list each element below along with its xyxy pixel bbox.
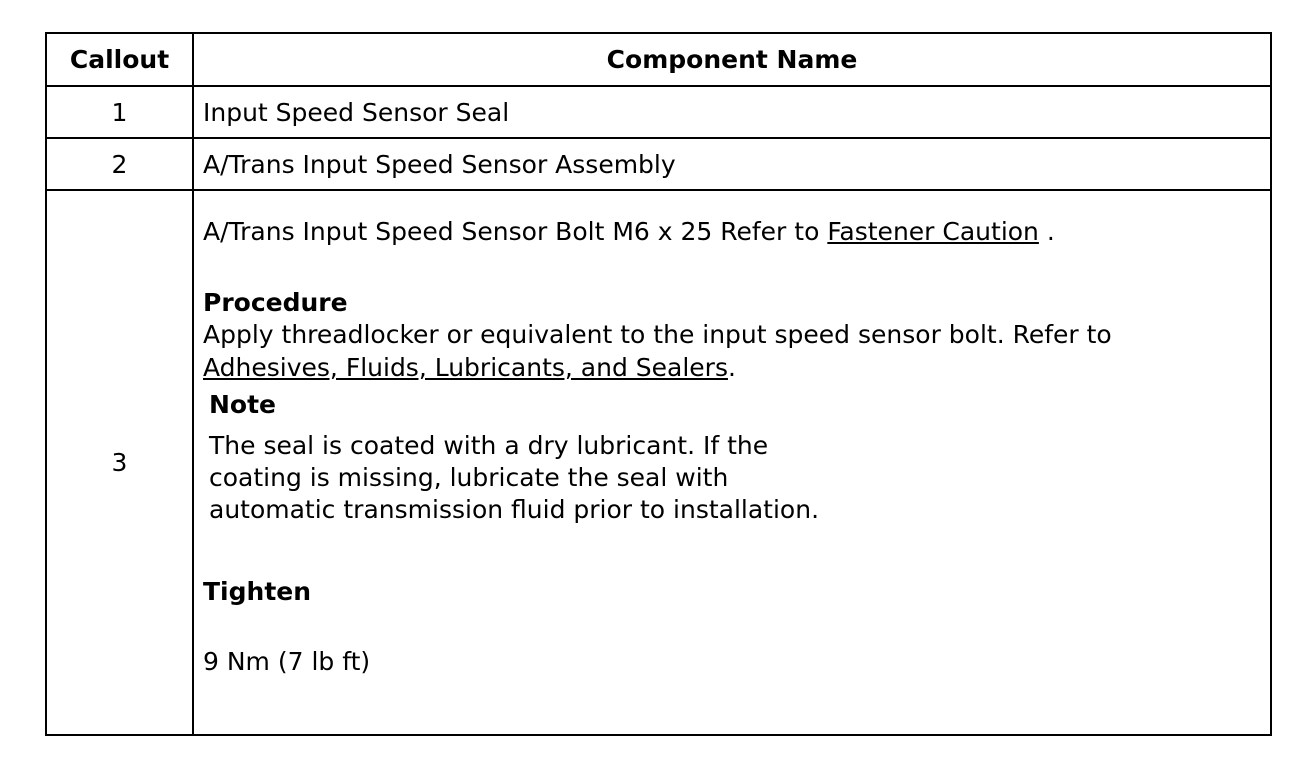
- procedure-instruction: Apply threadlocker or equivalent to the input speed sensor bolt. Refer to: [203, 320, 1112, 349]
- component-name-cell: A/Trans Input Speed Sensor Assembly: [193, 138, 1271, 190]
- callout-cell: 1: [46, 86, 193, 138]
- component-name-header: Component Name: [193, 33, 1271, 86]
- note-block: [209, 384, 1270, 526]
- callout-header: Callout: [46, 33, 193, 86]
- procedure-heading: Procedure: [203, 288, 348, 317]
- note-text: The seal is coated with a dry lubricant. If the coating is missing, lubricate the seal with automatic transmission fluid prior to installation.: [209, 431, 820, 524]
- procedure-period: .: [727, 353, 736, 382]
- header-row: [46, 33, 1271, 86]
- table-row: [46, 138, 1271, 190]
- tighten-heading: Tighten: [203, 577, 312, 606]
- table-row: [46, 190, 1271, 735]
- table-row: [46, 86, 1271, 138]
- component-name-cell: Input Speed Sensor Seal: [193, 86, 1271, 138]
- bolt-description: [203, 215, 1270, 248]
- torque-value: 9 Nm (7 lb ft): [203, 647, 371, 676]
- bolt-period: .: [1046, 217, 1055, 246]
- adhesives-link[interactable]: Adhesives, Fluids, Lubricants, and Sealers: [203, 353, 728, 382]
- callout-cell: 3: [46, 190, 193, 735]
- fastener-caution-link[interactable]: Fastener Caution: [827, 217, 1039, 246]
- component-table: [45, 32, 1272, 736]
- note-heading: Note: [209, 390, 277, 419]
- procedure-text: [203, 318, 1270, 384]
- callout-cell: 2: [46, 138, 193, 190]
- bolt-text: A/Trans Input Speed Sensor Bolt M6 x 25 Refer to: [203, 217, 820, 246]
- component-detail-cell: [193, 190, 1271, 735]
